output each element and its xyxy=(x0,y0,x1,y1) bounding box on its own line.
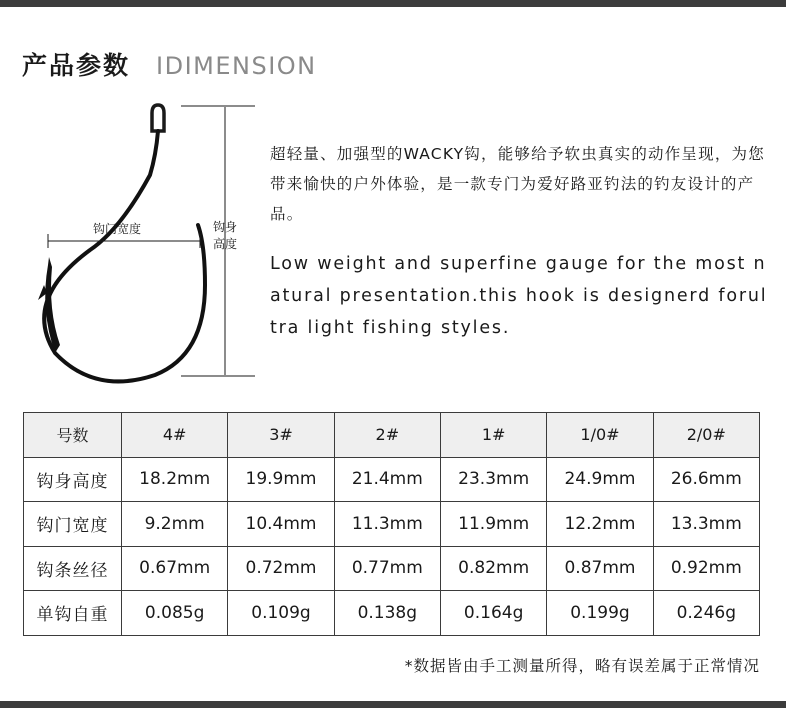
header-cell-3: 3# xyxy=(228,413,334,458)
table-cell: 0.199g xyxy=(547,591,653,636)
description-english: Low weight and superfine gauge for the most natural presentation.this hook is designerd forultra light fishing styles. xyxy=(270,254,768,338)
table-row xyxy=(24,546,760,591)
table-cell: 12.2mm xyxy=(547,502,653,547)
measurement-disclaimer-note: *数据皆由手工测量所得，略有误差属于正常情况 xyxy=(404,657,760,675)
table-cell: 26.6mm xyxy=(653,457,759,502)
table-cell: 0.246g xyxy=(653,591,759,636)
shank-height-label-line2: 高度 xyxy=(212,237,237,251)
row-label: 钩门宽度 xyxy=(24,502,122,547)
shank-height-label-line1: 钩身 xyxy=(212,220,237,234)
table-cell: 19.9mm xyxy=(228,457,334,502)
table-cell: 0.87mm xyxy=(547,546,653,591)
row-label: 钩条丝径 xyxy=(24,546,122,591)
bottom-border-bar xyxy=(0,701,786,708)
table-cell: 23.3mm xyxy=(440,457,546,502)
top-border-bar xyxy=(0,0,786,7)
spec-table xyxy=(23,412,760,636)
table-row xyxy=(24,457,760,502)
table-cell: 24.9mm xyxy=(547,457,653,502)
section-heading xyxy=(22,46,317,86)
row-label: 钩身高度 xyxy=(24,457,122,502)
table-cell: 0.164g xyxy=(440,591,546,636)
table-cell: 11.9mm xyxy=(440,502,546,547)
table-cell: 0.77mm xyxy=(334,546,440,591)
row-label: 单钩自重 xyxy=(24,591,122,636)
spec-table-header-row xyxy=(24,413,760,458)
table-cell: 0.67mm xyxy=(122,546,228,591)
description-chinese: 超轻量、加强型的WACKY钩，能够给予软虫真实的动作呈现，为您带来愉快的户外体验，是一款专门为爱好路亚钓法的钓友设计的产品。 xyxy=(270,145,765,223)
header-cell-1: 1# xyxy=(440,413,546,458)
table-cell: 10.4mm xyxy=(228,502,334,547)
gap-width-label: 钩门宽度 xyxy=(93,222,142,236)
table-row xyxy=(24,591,760,636)
table-cell: 0.085g xyxy=(122,591,228,636)
table-cell: 0.138g xyxy=(334,591,440,636)
header-cell-1-0: 1/0# xyxy=(547,413,653,458)
table-cell: 21.4mm xyxy=(334,457,440,502)
header-cell-size: 号数 xyxy=(24,413,122,458)
hook-eye-shape xyxy=(152,105,164,131)
table-cell: 18.2mm xyxy=(122,457,228,502)
table-cell: 0.82mm xyxy=(440,546,546,591)
table-cell: 0.109g xyxy=(228,591,334,636)
header-cell-2-0: 2/0# xyxy=(653,413,759,458)
hook-body-shape xyxy=(44,131,205,381)
heading-title-cn: 产品参数 xyxy=(22,51,131,80)
heading-title-en: IDIMENSION xyxy=(156,52,317,80)
table-row xyxy=(24,502,760,547)
header-cell-4: 4# xyxy=(122,413,228,458)
table-cell: 0.72mm xyxy=(228,546,334,591)
table-cell: 11.3mm xyxy=(334,502,440,547)
table-cell: 0.92mm xyxy=(653,546,759,591)
shank-height-label xyxy=(209,219,241,253)
hook-dimension-diagram xyxy=(0,95,270,385)
table-cell: 13.3mm xyxy=(653,502,759,547)
table-cell: 9.2mm xyxy=(122,502,228,547)
header-cell-2: 2# xyxy=(334,413,440,458)
